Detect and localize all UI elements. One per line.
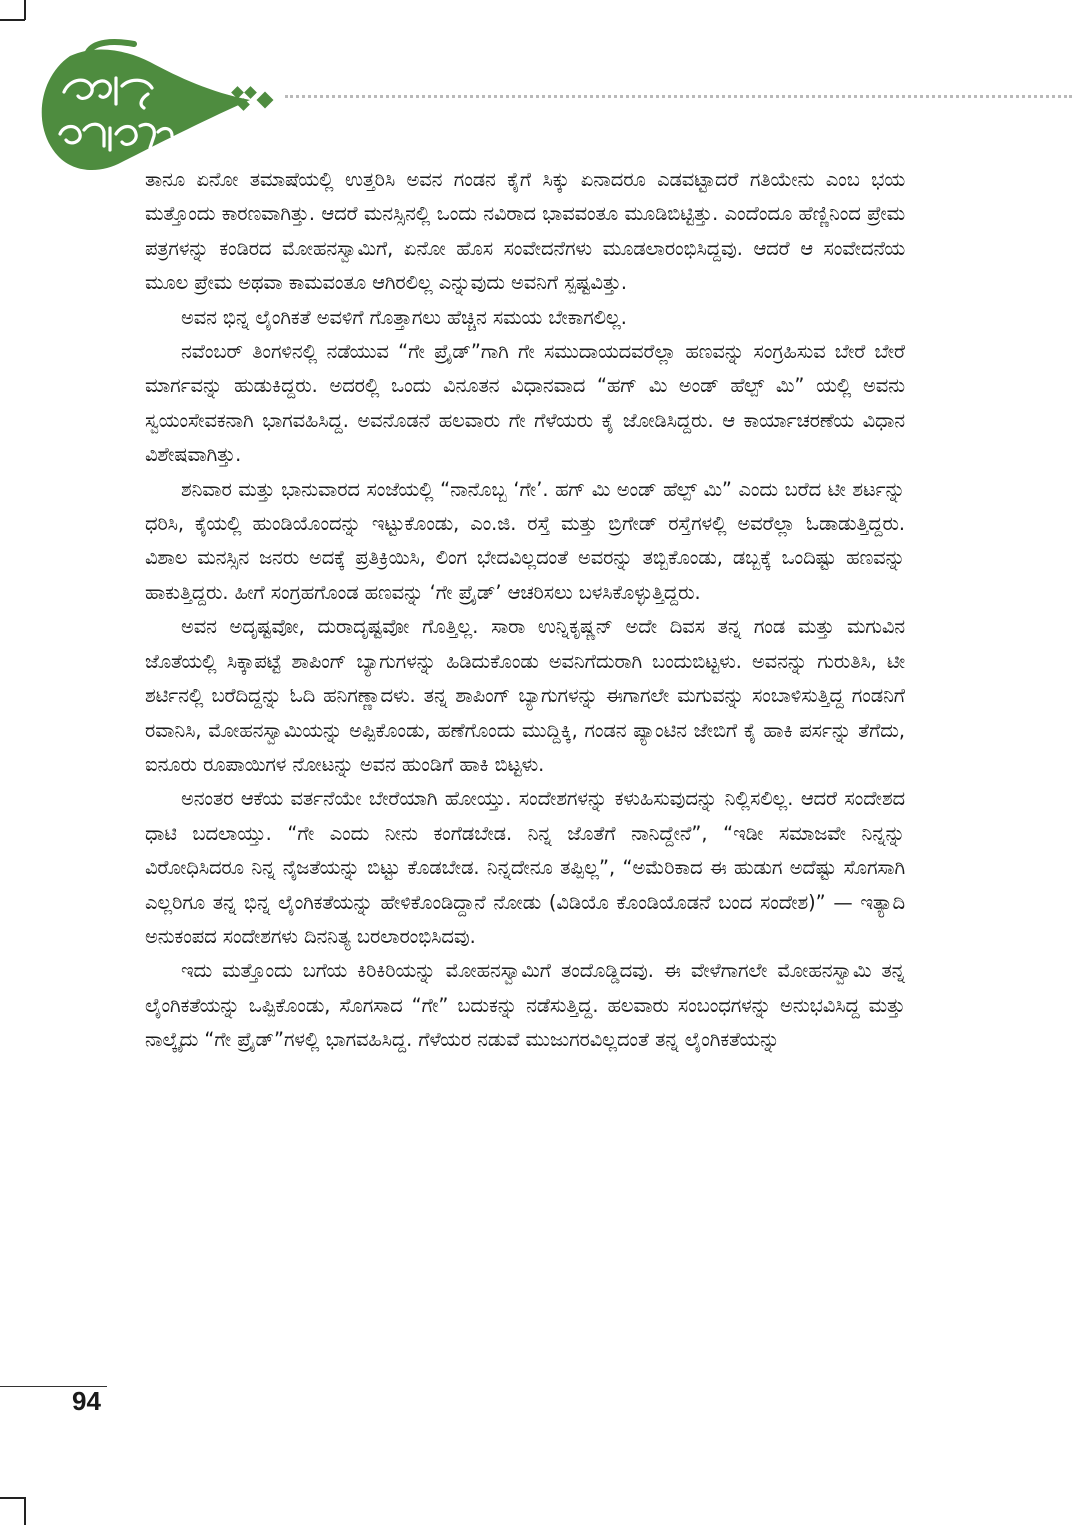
header-dotted-rule — [285, 95, 1072, 98]
paragraph: ನವೆಂಬರ್ ತಿಂಗಳಿನಲ್ಲಿ ನಡೆಯುವ “ಗೇ ಪ್ರೈಡ್”ಗಾಗಿ ಗೇ ಸಮುದಾಯದವರೆಲ್ಲಾ ಹಣವನ್ನು ಸಂಗ್ರಹಿಸುವ ಬೇರೆ ಬೇರೆ ಮಾರ್ಗವನ್ನು ಹುಡುಕಿದ್ದರು. ಅದರಲ್ಲಿ ಒಂದು ವಿನೂತನ ವಿಧಾನವಾದ “ಹಗ್ ಮಿ ಅಂಡ್ ಹೆಲ್ಪ್ ಮಿ” ಯಲ್ಲಿ ಅವನು ಸ್ವಯಂಸೇವಕನಾಗಿ ಭಾಗವಹಿಸಿದ್ದ. ಅವನೊಡನೆ ಹಲವಾರು ಗೇ ಗೆಳೆಯರು ಕೈ ಜೋಡಿಸಿದ್ದರು. ಆ ಕಾರ್ಯಾಚರಣೆಯ ವಿಧಾನ ವಿಶೇಷವಾಗಿತ್ತು. — [145, 340, 905, 467]
green-leaf-logo-icon — [30, 38, 290, 178]
crop-mark-bottom-horizontal — [0, 1497, 25, 1499]
page-number: 94 — [72, 1386, 101, 1416]
paragraph: ಶನಿವಾರ ಮತ್ತು ಭಾನುವಾರದ ಸಂಜೆಯಲ್ಲಿ “ನಾನೊಬ್ಬ ‘ಗೇ’. ಹಗ್ ಮಿ ಅಂಡ್ ಹೆಲ್ಪ್ ಮಿ” ಎಂದು ಬರೆದ ಟೀ ಶರ್ಟನ್ನು ಧರಿಸಿ, ಕೈಯಲ್ಲಿ ಹುಂಡಿಯೊಂದನ್ನು ಇಟ್ಟುಕೊಂಡು, ಎಂ.ಜಿ. ರಸ್ತೆ ಮತ್ತು ಬ್ರಿಗೇಡ್ ರಸ್ತೆಗಳಲ್ಲಿ ಅವರೆಲ್ಲಾ ಓಡಾಡುತ್ತಿದ್ದರು. ವಿಶಾಲ ಮನಸ್ಸಿನ ಜನರು ಅದಕ್ಕೆ ಪ್ರತಿಕ್ರಿಯಿಸಿ, ಲಿಂಗ ಭೇದವಿಲ್ಲದಂತೆ ಅವರನ್ನು ತಬ್ಬಿಕೊಂಡು, ಡಬ್ಬಕ್ಕೆ ಒಂದಿಷ್ಟು ಹಣವನ್ನು ಹಾಕುತ್ತಿದ್ದರು. ಹೀಗೆ ಸಂಗ್ರಹಗೊಂಡ ಹಣವನ್ನು ‘ಗೇ ಪ್ರೈಡ್’ ಆಚರಿಸಲು ಬಳಸಿಕೊಳ್ಳುತ್ತಿದ್ದರು. — [145, 477, 905, 604]
paragraph: ಅನಂತರ ಆಕೆಯ ವರ್ತನೆಯೇ ಬೇರೆಯಾಗಿ ಹೋಯ್ತು. ಸಂದೇಶಗಳನ್ನು ಕಳುಹಿಸುವುದನ್ನು ನಿಲ್ಲಿಸಲಿಲ್ಲ. ಆದರೆ ಸಂದೇಶದ ಧಾಟಿ ಬದಲಾಯ್ತು. “ಗೇ ಎಂದು ನೀನು ಕಂಗೆಡಬೇಡ. ನಿನ್ನ ಜೊತೆಗೆ ನಾನಿದ್ದೇನೆ”, “ಇಡೀ ಸಮಾಜವೇ ನಿನ್ನನ್ನು ವಿರೋಧಿಸಿದರೂ ನಿನ್ನ ನೈಜತೆಯನ್ನು ಬಿಟ್ಟು ಕೊಡಬೇಡ. ನಿನ್ನದೇನೂ ತಪ್ಪಿಲ್ಲ”, “ಅಮೆರಿಕಾದ ಈ ಹುಡುಗ ಅದೆಷ್ಟು ಸೊಗಸಾಗಿ ಎಲ್ಲರಿಗೂ ತನ್ನ ಭಿನ್ನ ಲೈಂಗಿಕತೆಯನ್ನು ಹೇಳಿಕೊಂಡಿದ್ದಾನೆ ನೋಡು (ವಿಡಿಯೊ ಕೊಂಡಿಯೊಡನೆ ಬಂದ ಸಂದೇಶ)” — ಇತ್ಯಾದಿ ಅನುಕಂಪದ ಸಂದೇಶಗಳು ದಿನನಿತ್ಯ ಬರಲಾರಂಭಿಸಿದವು. — [145, 787, 905, 948]
crop-mark-top-vertical — [24, 0, 26, 20]
article-body — [145, 163, 905, 1058]
paragraph: ತಾನೂ ಏನೋ ತಮಾಷೆಯಲ್ಲಿ ಉತ್ತರಿಸಿ ಅವನ ಗಂಡನ ಕೈಗೆ ಸಿಕ್ಕು ಏನಾದರೂ ಎಡವಟ್ಟಾದರೆ ಗತಿಯೇನು ಎಂಬ ಭಯ ಮತ್ತೊಂದು ಕಾರಣವಾಗಿತ್ತು. ಆದರೆ ಮನಸ್ಸಿನಲ್ಲಿ ಒಂದು ನವಿರಾದ ಭಾವವಂತೂ ಮೂಡಿಬಿಟ್ಟಿತ್ತು. ಎಂದೆಂದೂ ಹೆಣ್ಣಿನಿಂದ ಪ್ರೇಮ ಪತ್ರಗಳನ್ನು ಕಂಡಿರದ ಮೋಹನಸ್ವಾಮಿಗೆ, ಏನೋ ಹೊಸ ಸಂವೇದನೆಗಳು ಮೂಡಲಾರಂಭಿಸಿದ್ದವು. ಆದರೆ ಆ ಸಂವೇದನೆಯ ಮೂಲ ಪ್ರೇಮ ಅಥವಾ ಕಾಮವಂತೂ ಆಗಿರಲಿಲ್ಲ ಎನ್ನುವುದು ಅವನಿಗೆ ಸ್ಪಷ್ಟವಿತ್ತು. — [145, 168, 905, 295]
paragraph: ಅವನ ಭಿನ್ನ ಲೈಂಗಿಕತೆ ಅವಳಿಗೆ ಗೊತ್ತಾಗಲು ಹೆಚ್ಚಿನ ಸಮಯ ಬೇಕಾಗಲಿಲ್ಲ. — [181, 305, 627, 329]
paragraph: ಅವನ ಅದೃಷ್ಟವೋ, ದುರಾದೃಷ್ಟವೋ ಗೊತ್ತಿಲ್ಲ. ಸಾರಾ ಉನ್ನಿಕೃಷ್ಣನ್ ಅದೇ ದಿವಸ ತನ್ನ ಗಂಡ ಮತ್ತು ಮಗುವಿನ ಜೊತೆಯಲ್ಲಿ ಸಿಕ್ಕಾಪಟ್ಟೆ ಶಾಪಿಂಗ್ ಬ್ಯಾಗುಗಳನ್ನು ಹಿಡಿದುಕೊಂಡು ಅವನಿಗೆದುರಾಗಿ ಬಂದುಬಿಟ್ಟಳು. ಅವನನ್ನು ಗುರುತಿಸಿ, ಟೀ ಶರ್ಟಿನಲ್ಲಿ ಬರೆದಿದ್ದನ್ನು ಓದಿ ಹನಿಗಣ್ಣಾದಳು. ತನ್ನ ಶಾಪಿಂಗ್ ಬ್ಯಾಗುಗಳನ್ನು ಈಗಾಗಲೇ ಮಗುವನ್ನು ಸಂಬಾಳಿಸುತ್ತಿದ್ದ ಗಂಡನಿಗೆ ರವಾನಿಸಿ, ಮೋಹನಸ್ವಾಮಿಯನ್ನು ಅಪ್ಪಿಕೊಂಡು, ಹಣೆಗೊಂದು ಮುದ್ದಿಕ್ಕಿ, ಗಂಡನ ಪ್ಯಾಂಟಿನ ಜೇಬಿಗೆ ಕೈ ಹಾಕಿ ಪರ್ಸನ್ನು ತೆಗೆದು, ಐನೂರು ರೂಪಾಯಿಗಳ ನೋಟನ್ನು ಅವನ ಹುಂಡಿಗೆ ಹಾಕಿ ಬಿಟ್ಟಳು. — [145, 615, 905, 776]
crop-mark-top-horizontal — [0, 19, 25, 21]
paragraph: ಇದು ಮತ್ತೊಂದು ಬಗೆಯ ಕಿರಿಕಿರಿಯನ್ನು ಮೋಹನಸ್ವಾಮಿಗೆ ತಂದೊಡ್ಡಿದವು. ಈ ವೇಳೆಗಾಗಲೇ ಮೋಹನಸ್ವಾಮಿ ತನ್ನ ಲೈಂಗಿಕತೆಯನ್ನು ಒಪ್ಪಿಕೊಂಡು, ಸೊಗಸಾದ “ಗೇ” ಬದುಕನ್ನು ನಡೆಸುತ್ತಿದ್ದ. ಹಲವಾರು ಸಂಬಂಧಗಳನ್ನು ಅನುಭವಿಸಿದ್ದ ಮತ್ತು ನಾಲ್ಕೈದು “ಗೇ ಪ್ರೈಡ್”ಗಳಲ್ಲಿ ಭಾಗವಹಿಸಿದ್ದ. ಗೆಳೆಯರ ನಡುವೆ ಮುಜುಗರವಿಲ್ಲದಂತೆ ತನ್ನ ಲೈಂಗಿಕತೆಯನ್ನು — [145, 959, 905, 1052]
crop-mark-bottom-vertical — [24, 1497, 26, 1525]
